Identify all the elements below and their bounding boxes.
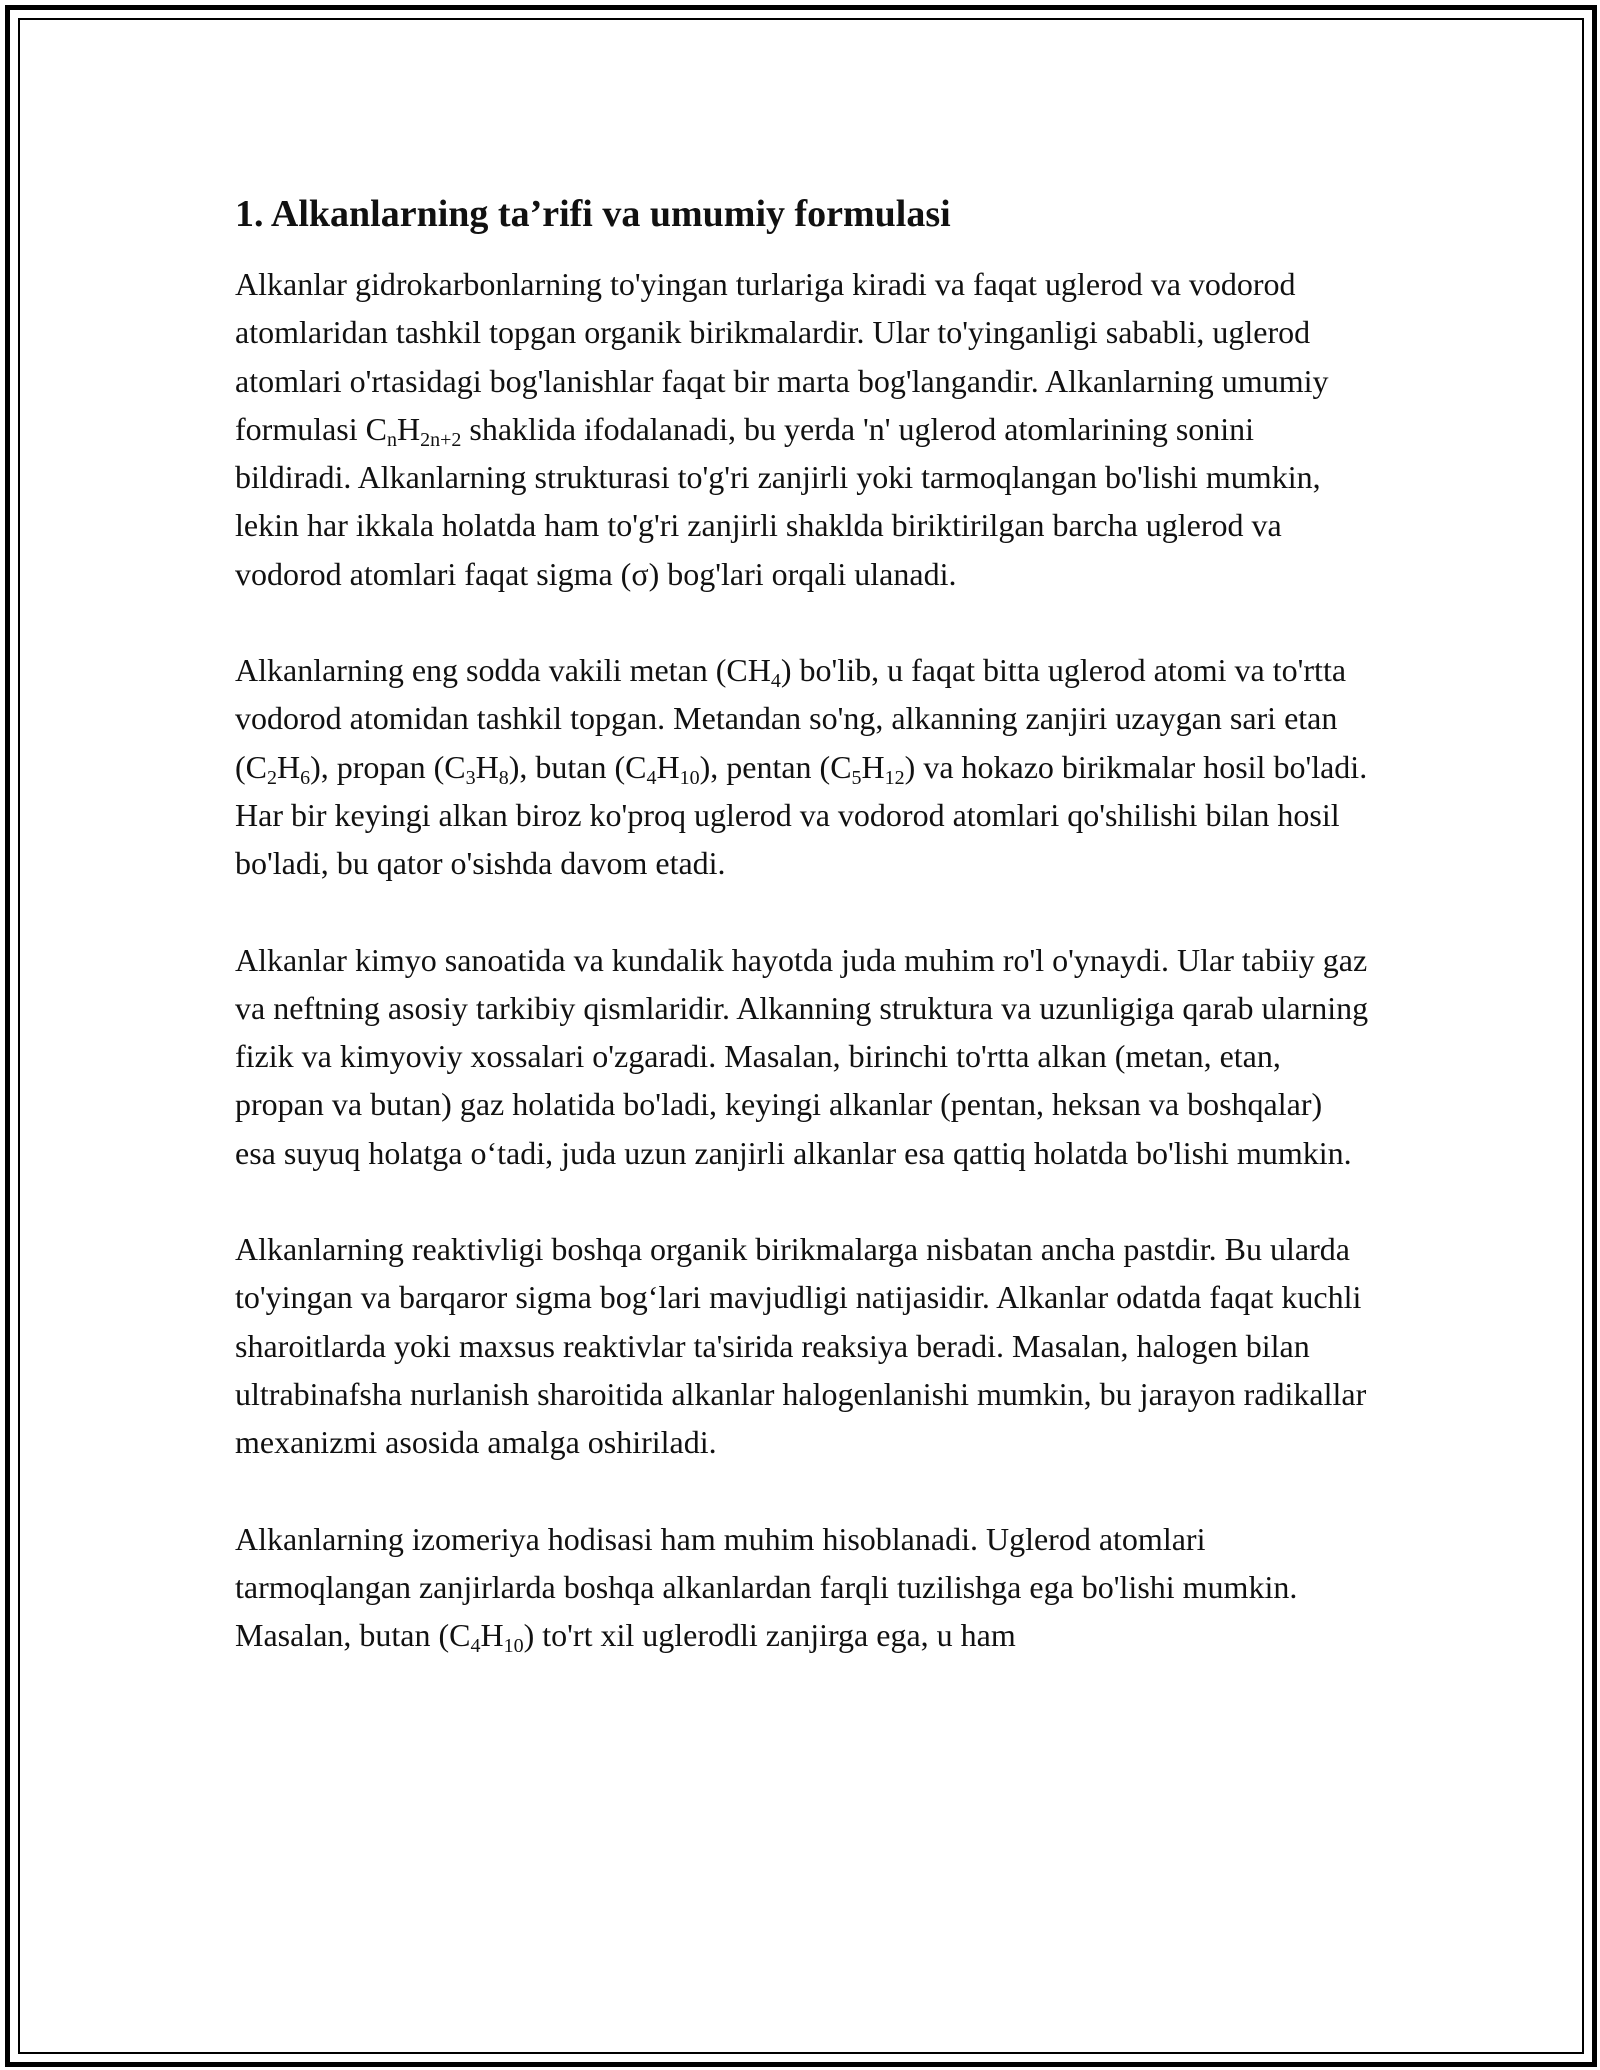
text-run: Alkanlar kimyo sanoatida va kundalik hayotda juda muhim ro'l o'ynaydi. Ular tabiiy gaz va neftning asosiy tarkibiy qismlaridir. Alkanning struktura va uzunligiga qarab ularning fizik va kimyoviy xossalari o'zgaradi. Masalan, birinchi to'rtta alkan (metan, etan, propan va butan) gaz holatida bo'ladi, keyingi alkanlar (pentan, heksan va boshqalar) esa suyuq holatga o‘tadi, juda uzun zanjirli alkanlar esa qattiq holatda bo'lishi mumkin. — [235, 941, 1369, 1171]
text-run: ) to'rt xil uglerodli zanjirga ega, u ham — [523, 1617, 1016, 1654]
document-body — [235, 188, 1370, 1707]
subscript: 4 — [646, 766, 657, 789]
text-run: ) va hokazo birikmalar hosil bo'ladi. Har bir keyingi alkan biroz ko'proq uglerod va vodorod atomlari qo'shilishi bilan hosil bo'ladi, bu qator o'sishda davom etadi. — [235, 748, 1368, 882]
text-run: H — [861, 748, 885, 785]
paragraph-methane-series — [235, 646, 1370, 887]
subscript: 6 — [300, 766, 311, 789]
text-run: Alkanlarning reaktivligi boshqa organik birikmalarga nisbatan ancha pastdir. Bu ularda to'yingan va barqaror sigma bog‘lari mavjudligi natijasidir. Alkanlar odatda faqat kuchli sharoitlarda yoki maxsus reaktivlar ta'sirida reaksiya beradi. Masalan, halogen bilan ultrabinafsha nurlanish sharoitida alkanlar halogenlanishi mumkin, bu jarayon radikallar mexanizmi asosida amalga oshiriladi. — [235, 1231, 1367, 1461]
subscript: 10 — [503, 1635, 524, 1658]
text-run: ), butan (C — [508, 748, 647, 785]
subscript: 3 — [465, 766, 476, 789]
text-run: Alkanlar gidrokarbonlarning to'yingan turlariga kiradi va faqat uglerod va vodorod atomlaridan tashkil topgan organik birikmalardir. Ular to'yinganligi sababli, uglerod atomlari o'rtasidagi bog'lanishlar faqat bir marta bog'langandir. Alkanlarning umumiy formulasi C — [235, 266, 1329, 447]
subscript: 2 — [267, 766, 277, 789]
subscript: 4 — [770, 670, 781, 693]
text-run: H — [656, 748, 680, 785]
text-run: shaklida ifodalanadi, bu yerda 'n' uglerod atomlarining sonini bildiradi. Alkanlarning strukturasi to'g'ri zanjirli yoki tarmoqlangan bo'lishi mumkin, lekin har ikkala holatda ham to'g'ri zanjirli shakldа biriktirilgan barcha uglerod va vodorod atomlari faqat sigma (σ) bog'lari orqali ulanadi. — [235, 410, 1321, 592]
paragraph-applications — [235, 936, 1370, 1177]
paragraph-reactivity — [235, 1225, 1370, 1466]
subscript: n — [386, 428, 397, 451]
text-run: ), propan (C — [310, 748, 466, 785]
paragraph-definition — [235, 260, 1370, 598]
text-run: H — [396, 410, 421, 447]
subscript: 8 — [498, 766, 509, 789]
text-run: H — [277, 748, 301, 785]
subscript: 2n+2 — [420, 428, 462, 451]
text-run: Alkanlarning izomeriya hodisasi ham muhim hisoblanadi. Uglerod atomlari tarmoqlangan zanjirlarda boshqa alkanlardan farqli tuzilishga ega bo'lishi mumkin. Masalan, butan (C — [235, 1520, 1298, 1654]
paragraph-isomerism — [235, 1515, 1370, 1660]
subscript: 12 — [884, 766, 905, 789]
text-run: ), pentan (C — [699, 748, 852, 785]
subscript: 10 — [679, 766, 700, 789]
text-run: H — [475, 748, 499, 785]
text-run: ) bo'lib, u faqat bitta uglerod atomi va to'rtta vodorod atomidan tashkil topgan. Metandan so'ng, alkanning zanjiri uzaygan sari etan (C — [235, 652, 1347, 785]
subscript: 4 — [470, 1635, 481, 1658]
subscript: 5 — [851, 766, 862, 789]
text-run: Alkanlarning eng sodda vakili metan (CH — [235, 652, 771, 689]
section-heading: 1. Alkanlarning ta’rifi va umumiy formulasi — [235, 193, 951, 235]
text-run: H — [480, 1617, 504, 1654]
